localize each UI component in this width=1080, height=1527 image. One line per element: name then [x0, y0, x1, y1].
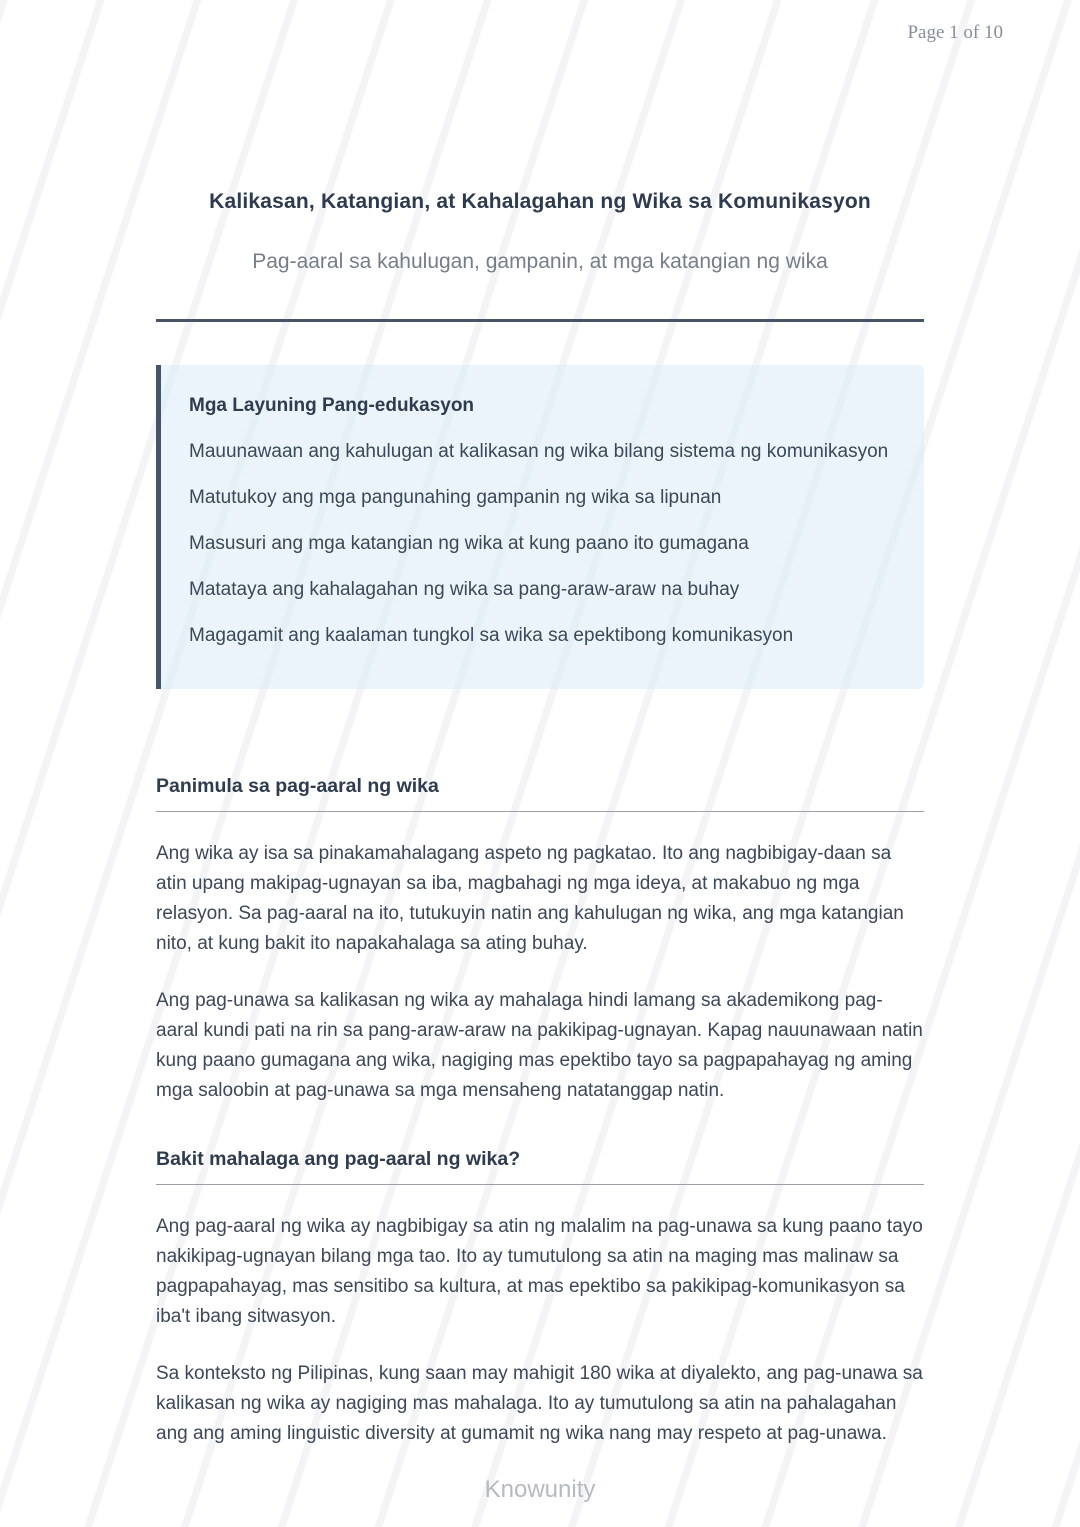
section-heading: Bakit mahalaga ang pag-aaral ng wika?: [156, 1148, 924, 1185]
paragraph: Ang pag-aaral ng wika ay nagbibigay sa atin ng malalim na pag-unawa sa kung paano tayo nakikipag-ugnayan bilang mga tao. Ito ay tumutulong sa atin na maging mas malinaw sa pagpapahayag, mas sensitibo sa kultura, at mas epektibo sa pakikipag-komunikasyon sa iba't ibang sitwasyon.: [156, 1216, 923, 1327]
objective-item: Magagamit ang kaalaman tungkol sa wika sa epektibong komunikasyon: [189, 625, 794, 646]
learning-objectives-box: [156, 365, 924, 689]
paragraph: Ang wika ay isa sa pinakamahalagang aspeto ng pagkatao. Ito ang nagbibigay-daan sa atin upang makipag-ugnayan sa iba, magbahagi ng mga ideya, at makabuo ng mga relasyon. Sa pag-aaral na ito, tutukuyin natin ang kahulugan ng wika, ang mga katangian nito, at kung bakit ito napakahalaga sa ating buhay.: [156, 843, 904, 954]
paragraph: Ang pag-unawa sa kalikasan ng wika ay mahalaga hindi lamang sa akademikong pag-aaral kundi pati na rin sa pang-araw-araw na pakikipag-ugnayan. Kapag nauunawaan natin kung paano gumagana ang wika, nagiging mas epektibo tayo sa pagpapahayag ng aming mga saloobin at pag-unawa sa mga mensaheng natatanggap natin.: [156, 990, 923, 1101]
objective-item: Matataya ang kahalagahan ng wika sa pang-araw-araw na buhay: [189, 579, 740, 600]
section-bakit-mahalaga: [156, 1148, 924, 1449]
title-divider-rule: [156, 319, 924, 322]
objective-item: Mauunawaan ang kahulugan at kalikasan ng wika bilang sistema ng komunikasyon: [189, 441, 889, 462]
objectives-heading: Mga Layuning Pang-edukasyon: [189, 395, 475, 416]
objective-item: Masusuri ang mga katangian ng wika at kung paano ito gumagana: [189, 533, 749, 554]
section-panimula: [156, 775, 924, 1106]
section-heading: Panimula sa pag-aaral ng wika: [156, 775, 924, 812]
footer-brand: Knowunity: [484, 1476, 596, 1503]
document-subtitle: Pag-aaral sa kahulugan, gampanin, at mga katangian ng wika: [252, 250, 828, 273]
document-title: Kalikasan, Katangian, at Kahalagahan ng Wika sa Komunikasyon: [209, 190, 871, 213]
document-page: [156, 0, 924, 1449]
objective-item: Matutukoy ang mga pangunahing gampanin ng wika sa lipunan: [189, 487, 722, 508]
page-indicator: Page 1 of 10: [907, 22, 1003, 43]
paragraph: Sa konteksto ng Pilipinas, kung saan may mahigit 180 wika at diyalekto, ang pag-unawa sa kalikasan ng wika ay nagiging mas mahalaga. Ito ay tumutulong sa atin na pahalagahan ang ang aming linguistic diversity at gumamit ng wika nang may respeto at pag-unawa.: [156, 1363, 923, 1444]
